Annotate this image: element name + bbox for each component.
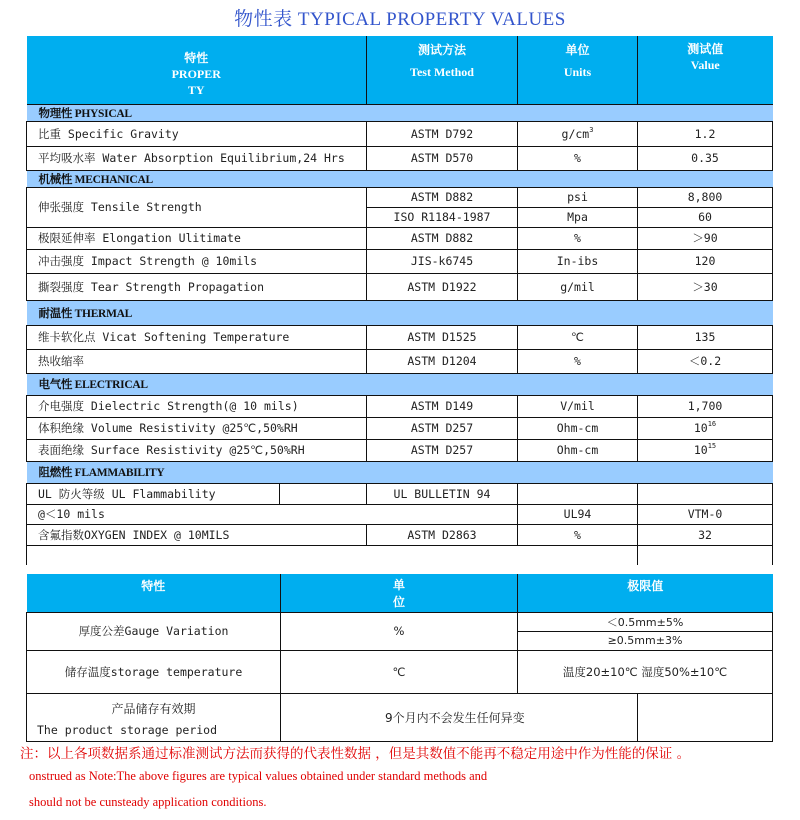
page-title: 物性表 TYPICAL PROPERTY VALUES <box>234 9 566 30</box>
section-flammability: 阻燃性 FLAMMABILITY <box>27 461 773 483</box>
header-property: 特性 <box>27 574 281 612</box>
table-row: 表面绝缘 Surface Resistivity @25℃,50%RH ASTM D257 Ohm-cm $10^{15}$ <box>27 439 773 461</box>
section-electrical: 电气性 ELECTRICAL <box>27 373 773 395</box>
table-row: 热收缩率 ASTM D1204 % ＜0.2 <box>27 349 773 373</box>
table-row: 平均吸水率 Water Absorption Equilibrium,24 Hrs ASTM D570 % 0.35 <box>27 146 773 170</box>
note-english-line1: onstrued as Note:The above figures are typical values obtained under standard methods and <box>29 769 488 783</box>
property-values-table <box>26 36 773 565</box>
table-row: 冲击强度 Impact Strength @ 10mils JIS-k6745 In-ibs 120 <box>27 249 773 273</box>
section-physical: 物理性 PHYSICAL <box>27 104 773 121</box>
section-mechanical: 机械性 MECHANICAL <box>27 170 773 187</box>
header-property: 特性 PROPER TY <box>27 36 367 104</box>
limit-values-table <box>26 574 773 742</box>
header-value: 测试值 Value <box>638 36 773 104</box>
table-row: 产品储存有效期 The product storage period 9个月内不会发生任何异变 <box>27 693 773 741</box>
limit-header-row <box>27 574 773 612</box>
table-row: 撕裂强度 Tear Strength Propagation ASTM D1922 g/mil ＞30 <box>27 273 773 300</box>
table-header-row <box>27 36 773 104</box>
table-row: UL 防火等级 UL Flammability UL BULLETIN 94 <box>27 483 773 504</box>
table-row: 维卡软化点 Vicat Softening Temperature ASTM D1525 ℃ 135 <box>27 325 773 349</box>
header-limit: 极限值 <box>518 574 773 612</box>
table-row: @＜10 mils UL94 VTM-0 <box>27 504 773 524</box>
header-unit: 单 位 <box>281 574 518 612</box>
table-row: 体积绝缘 Volume Resistivity @25℃,50%RH ASTM D257 Ohm-cm $10^{16}$ <box>27 417 773 439</box>
note-chinese: 注：以上各项数据系通过标准测试方法而获得的代表性数据 ，但是其数值不能再不稳定用途中作为性能的保证 。 <box>20 746 691 762</box>
header-units: 单位 Units <box>518 36 638 104</box>
section-thermal: 耐温性 THERMAL <box>27 300 773 325</box>
table-row: 储存温度storage temperature ℃ 温度20±10℃ 湿度50%±10℃ <box>27 650 773 693</box>
spacer-row <box>27 545 773 565</box>
note-english-line2: should not be cunsteady application conditions. <box>29 795 267 809</box>
table-row: ≥0.5mm±3% <box>27 631 773 650</box>
table-row: 比重 Specific Gravity ASTM D792 $g/cm^3$ 1.2 <box>27 121 773 146</box>
table-row: 介电强度 Dielectric Strength(@ 10 mils) ASTM D149 V/mil 1,700 <box>27 395 773 417</box>
table-row: 含氟指数OXYGEN INDEX @ 10MILS ASTM D2863 % 32 <box>27 524 773 545</box>
table-row: ISO R1184-1987 Mpa 60 <box>27 207 773 227</box>
header-test-method: 测试方法 Test Method <box>367 36 518 104</box>
table-row: 伸张强度 Tensile Strength ASTM D882 psi 8,800 <box>27 187 773 207</box>
table-row: 厚度公差Gauge Variation % ＜0.5mm±5% <box>27 612 773 631</box>
table-row: 极限延伸率 Elongation Ulitimate ASTM D882 % ＞90 <box>27 227 773 249</box>
